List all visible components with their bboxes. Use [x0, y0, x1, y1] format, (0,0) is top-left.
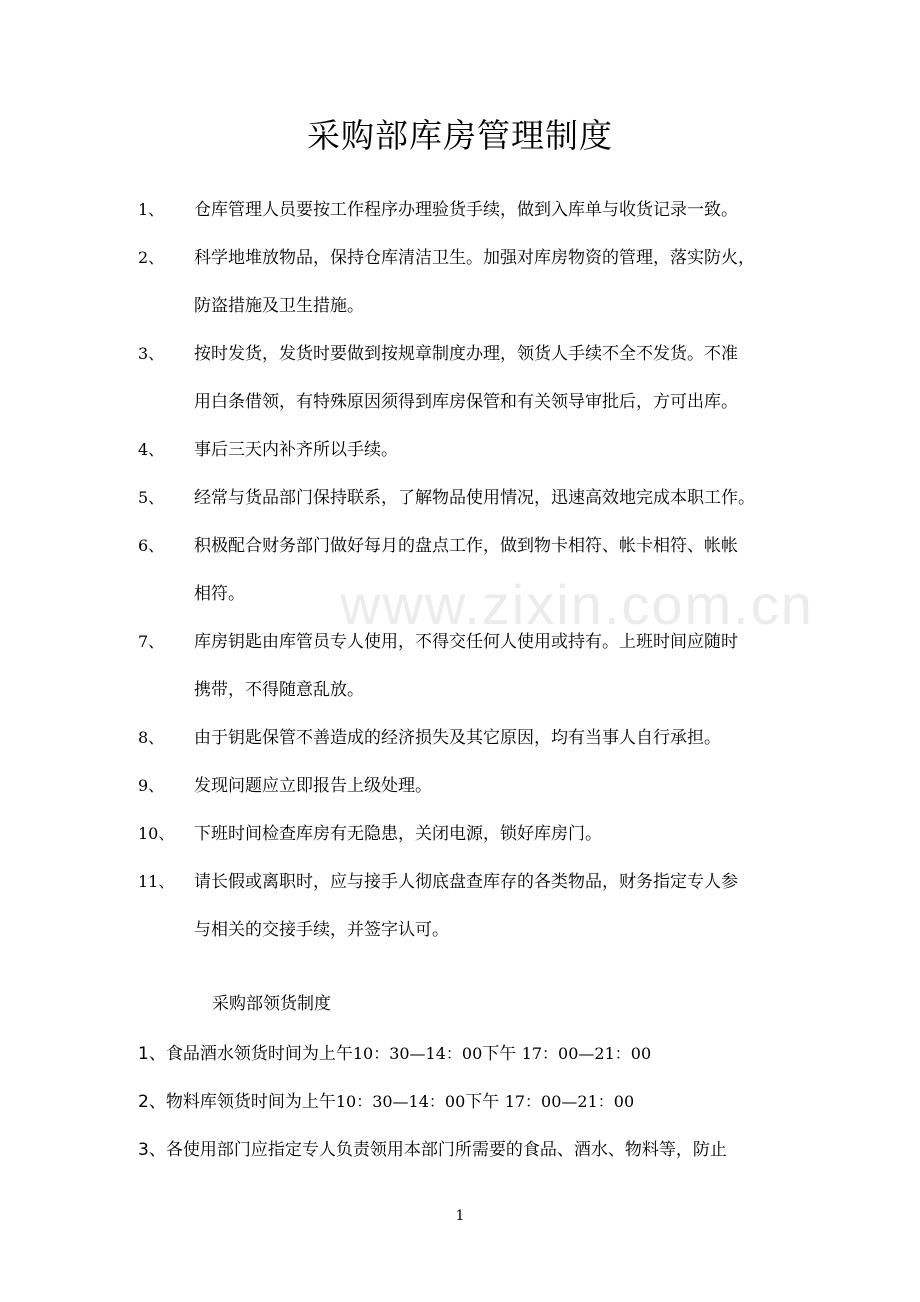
rule-text-line: 仓库管理人员要按工作程序办理验货手续，做到入库单与收货记录一致。 [194, 200, 738, 220]
rule-text-line: 防盗措施及卫生措施。 [194, 296, 364, 316]
schedule-mid: 下午 [465, 1092, 500, 1112]
rule-number: 3、 [138, 344, 165, 363]
rule-text-line: 事后三天内补齐所以手续。 [194, 440, 398, 460]
rule-text-line: 由于钥匙保管不善造成的经济损失及其它原因，均有当事人自行承担。 [194, 728, 721, 748]
rule-text-line: 库房钥匙由库管员专人使用，不得交任何人使用或持有。上班时间应随时 [194, 632, 738, 652]
page-number: 1 [455, 1208, 465, 1224]
rule-text-line: 请长假或离职时，应与接手人彻底盘查库存的各类物品，财务指定专人参 [194, 872, 738, 892]
rule-number: 1、 [138, 200, 165, 219]
schedule-line-3: 3、各使用部门应指定专人负责领用本部门所需要的食品、酒水、物料等，防止 [138, 1140, 727, 1160]
rule-text-line: 经常与货品部门保持联系，了解物品使用情况，迅速高效地完成本职工作。 [194, 488, 755, 508]
rule-text-line: 按时发货，发货时要做到按规章制度办理，领货人手续不全不发货。不准 [194, 344, 738, 364]
rule-text-line: 科学地堆放物品，保持仓库清洁卫生。加强对库房物资的管理，落实防火， [194, 248, 755, 268]
rule-text-line: 发现问题应立即报告上级处理。 [194, 776, 432, 796]
page-title: 采购部库房管理制度 [307, 116, 613, 155]
rule-number: 2、 [138, 248, 165, 267]
rule-text-line: 携带，不得随意乱放。 [194, 680, 364, 700]
rule-text-line: 积极配合财务部门做好每月的盘点工作，做到物卡相符、帐卡相符、帐帐 [194, 536, 738, 556]
rule-number: 6、 [138, 536, 165, 555]
rule-number: 9、 [138, 776, 165, 795]
schedule-line-2 [138, 1078, 798, 1126]
schedule-line-1 [138, 1030, 798, 1078]
rule-text-line: 与相关的交接手续，并签字认可。 [194, 920, 449, 940]
rule-text-line: 相符。 [194, 584, 245, 604]
rule-number: 7、 [138, 632, 165, 651]
schedule-am-time: 10：30—14：00 [352, 1044, 483, 1063]
schedule-prefix: 2、物料库领货时间为上午 [138, 1092, 336, 1112]
rule-number: 4、 [138, 440, 165, 459]
schedule-mid: 下午 [482, 1044, 517, 1064]
rule-number: 8、 [138, 728, 165, 747]
rule-number: 11、 [138, 872, 175, 891]
rule-number: 10、 [138, 824, 175, 843]
schedule-pm-time: 17：00—21：00 [504, 1092, 635, 1111]
rule-number: 5、 [138, 488, 165, 507]
rule-text-line: 下班时间检查库房有无隐患，关闭电源，锁好库房门。 [194, 824, 602, 844]
rule-text-line: 用白条借领，有特殊原因须得到库房保管和有关领导审批后，方可出库。 [194, 392, 738, 412]
watermark: www.zixin.com.cn [340, 573, 814, 636]
section-subtitle: 采购部领货制度 [212, 994, 331, 1014]
schedule-am-time: 10：30—14：00 [335, 1092, 466, 1111]
schedule-pm-time: 17：00—21：00 [521, 1044, 652, 1063]
schedule-prefix: 1、食品酒水领货时间为上午 [138, 1044, 353, 1064]
